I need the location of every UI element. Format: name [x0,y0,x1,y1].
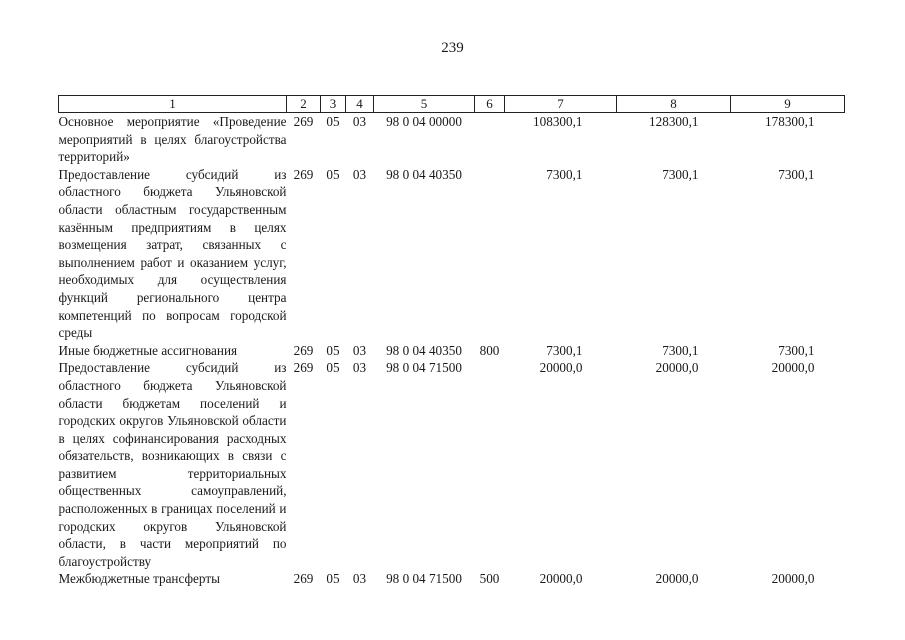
subsection-code: 03 [352,342,367,358]
amount-col8: 20000,0 [655,360,699,376]
column-number-header-row [59,96,845,113]
column-header: 7 [505,96,617,113]
expense-type-code [475,113,505,166]
expense-name: Иные бюджетные ассигнования [58,342,238,358]
column-header: 5 [374,96,475,113]
column-header: 6 [475,96,505,113]
amount-col7: 7300,1 [546,342,583,358]
target-article-code: 98 0 04 00000 [386,114,462,129]
expense-type-code [475,166,505,342]
amount-col9: 178300,1 [765,114,815,129]
amount-col7: 7300,1 [546,166,583,182]
table-row [59,166,845,342]
target-article-code: 98 0 04 71500 [386,571,462,587]
subsection-code: 03 [352,114,367,129]
table-row [59,113,845,166]
expense-type-code [475,359,505,570]
section-code: 05 [326,571,340,587]
ministry-code: 269 [293,342,314,358]
amount-col7: 20000,0 [539,360,583,376]
expense-name: Предоставление субсидий из областного бюджета Ульяновской области бюджетам поселений и городских округов Ульяновской области в целях софинансирования расходных обязательств, возникающих в связи с развитием территориальных общественных самоуправлений, расположенных в границах поселений и городских округов Ульяновской области, в части мероприятий по благоустройству [58,360,287,569]
target-article-code: 98 0 04 40350 [386,166,462,182]
amount-col8: 128300,1 [649,114,699,129]
page-number: 239 [441,40,464,56]
amount-col8: 7300,1 [662,342,699,358]
column-header: 3 [321,96,346,113]
amount-col9: 20000,0 [771,360,815,376]
section-code: 05 [326,360,340,376]
ministry-code: 269 [293,114,314,129]
expense-name: Межбюджетные трансферты [58,571,220,587]
subsection-code: 03 [352,360,367,376]
table-row [59,359,845,570]
ministry-code: 269 [293,166,314,182]
subsection-code: 03 [352,571,367,587]
amount-col7: 20000,0 [539,571,583,587]
table-row [59,342,845,360]
amount-col8: 20000,0 [655,571,699,587]
section-code: 05 [326,114,340,129]
ministry-code: 269 [293,571,314,587]
budget-table [58,95,845,588]
expense-type-code: 800 [479,342,500,358]
target-article-code: 98 0 04 71500 [386,360,462,376]
column-header: 1 [59,96,287,113]
section-code: 05 [326,342,340,358]
amount-col9: 7300,1 [778,342,815,358]
subsection-code: 03 [352,166,367,182]
target-article-code: 98 0 04 40350 [386,342,462,358]
amount-col9: 7300,1 [778,166,815,182]
expense-name: Предоставление субсидий из областного бюджета Ульяновской области областным государственным казённым предприятиям в целях возмещения затрат, связанных с выполнением работ и оказанием услуг, необходимых для осуществления функций регионального центра компетенций по вопросам городской среды [58,166,287,341]
table-row [59,570,845,588]
amount-col7: 108300,1 [533,114,583,129]
expense-name: Основное мероприятие «Проведение мероприятий в целях благоустройства территорий» [58,114,287,165]
column-header: 4 [346,96,374,113]
amount-col9: 20000,0 [771,571,815,587]
column-header: 8 [617,96,731,113]
column-header: 9 [731,96,845,113]
expense-type-code: 500 [479,571,500,587]
amount-col8: 7300,1 [662,166,699,182]
ministry-code: 269 [293,360,314,376]
section-code: 05 [326,166,340,182]
column-header: 2 [287,96,321,113]
